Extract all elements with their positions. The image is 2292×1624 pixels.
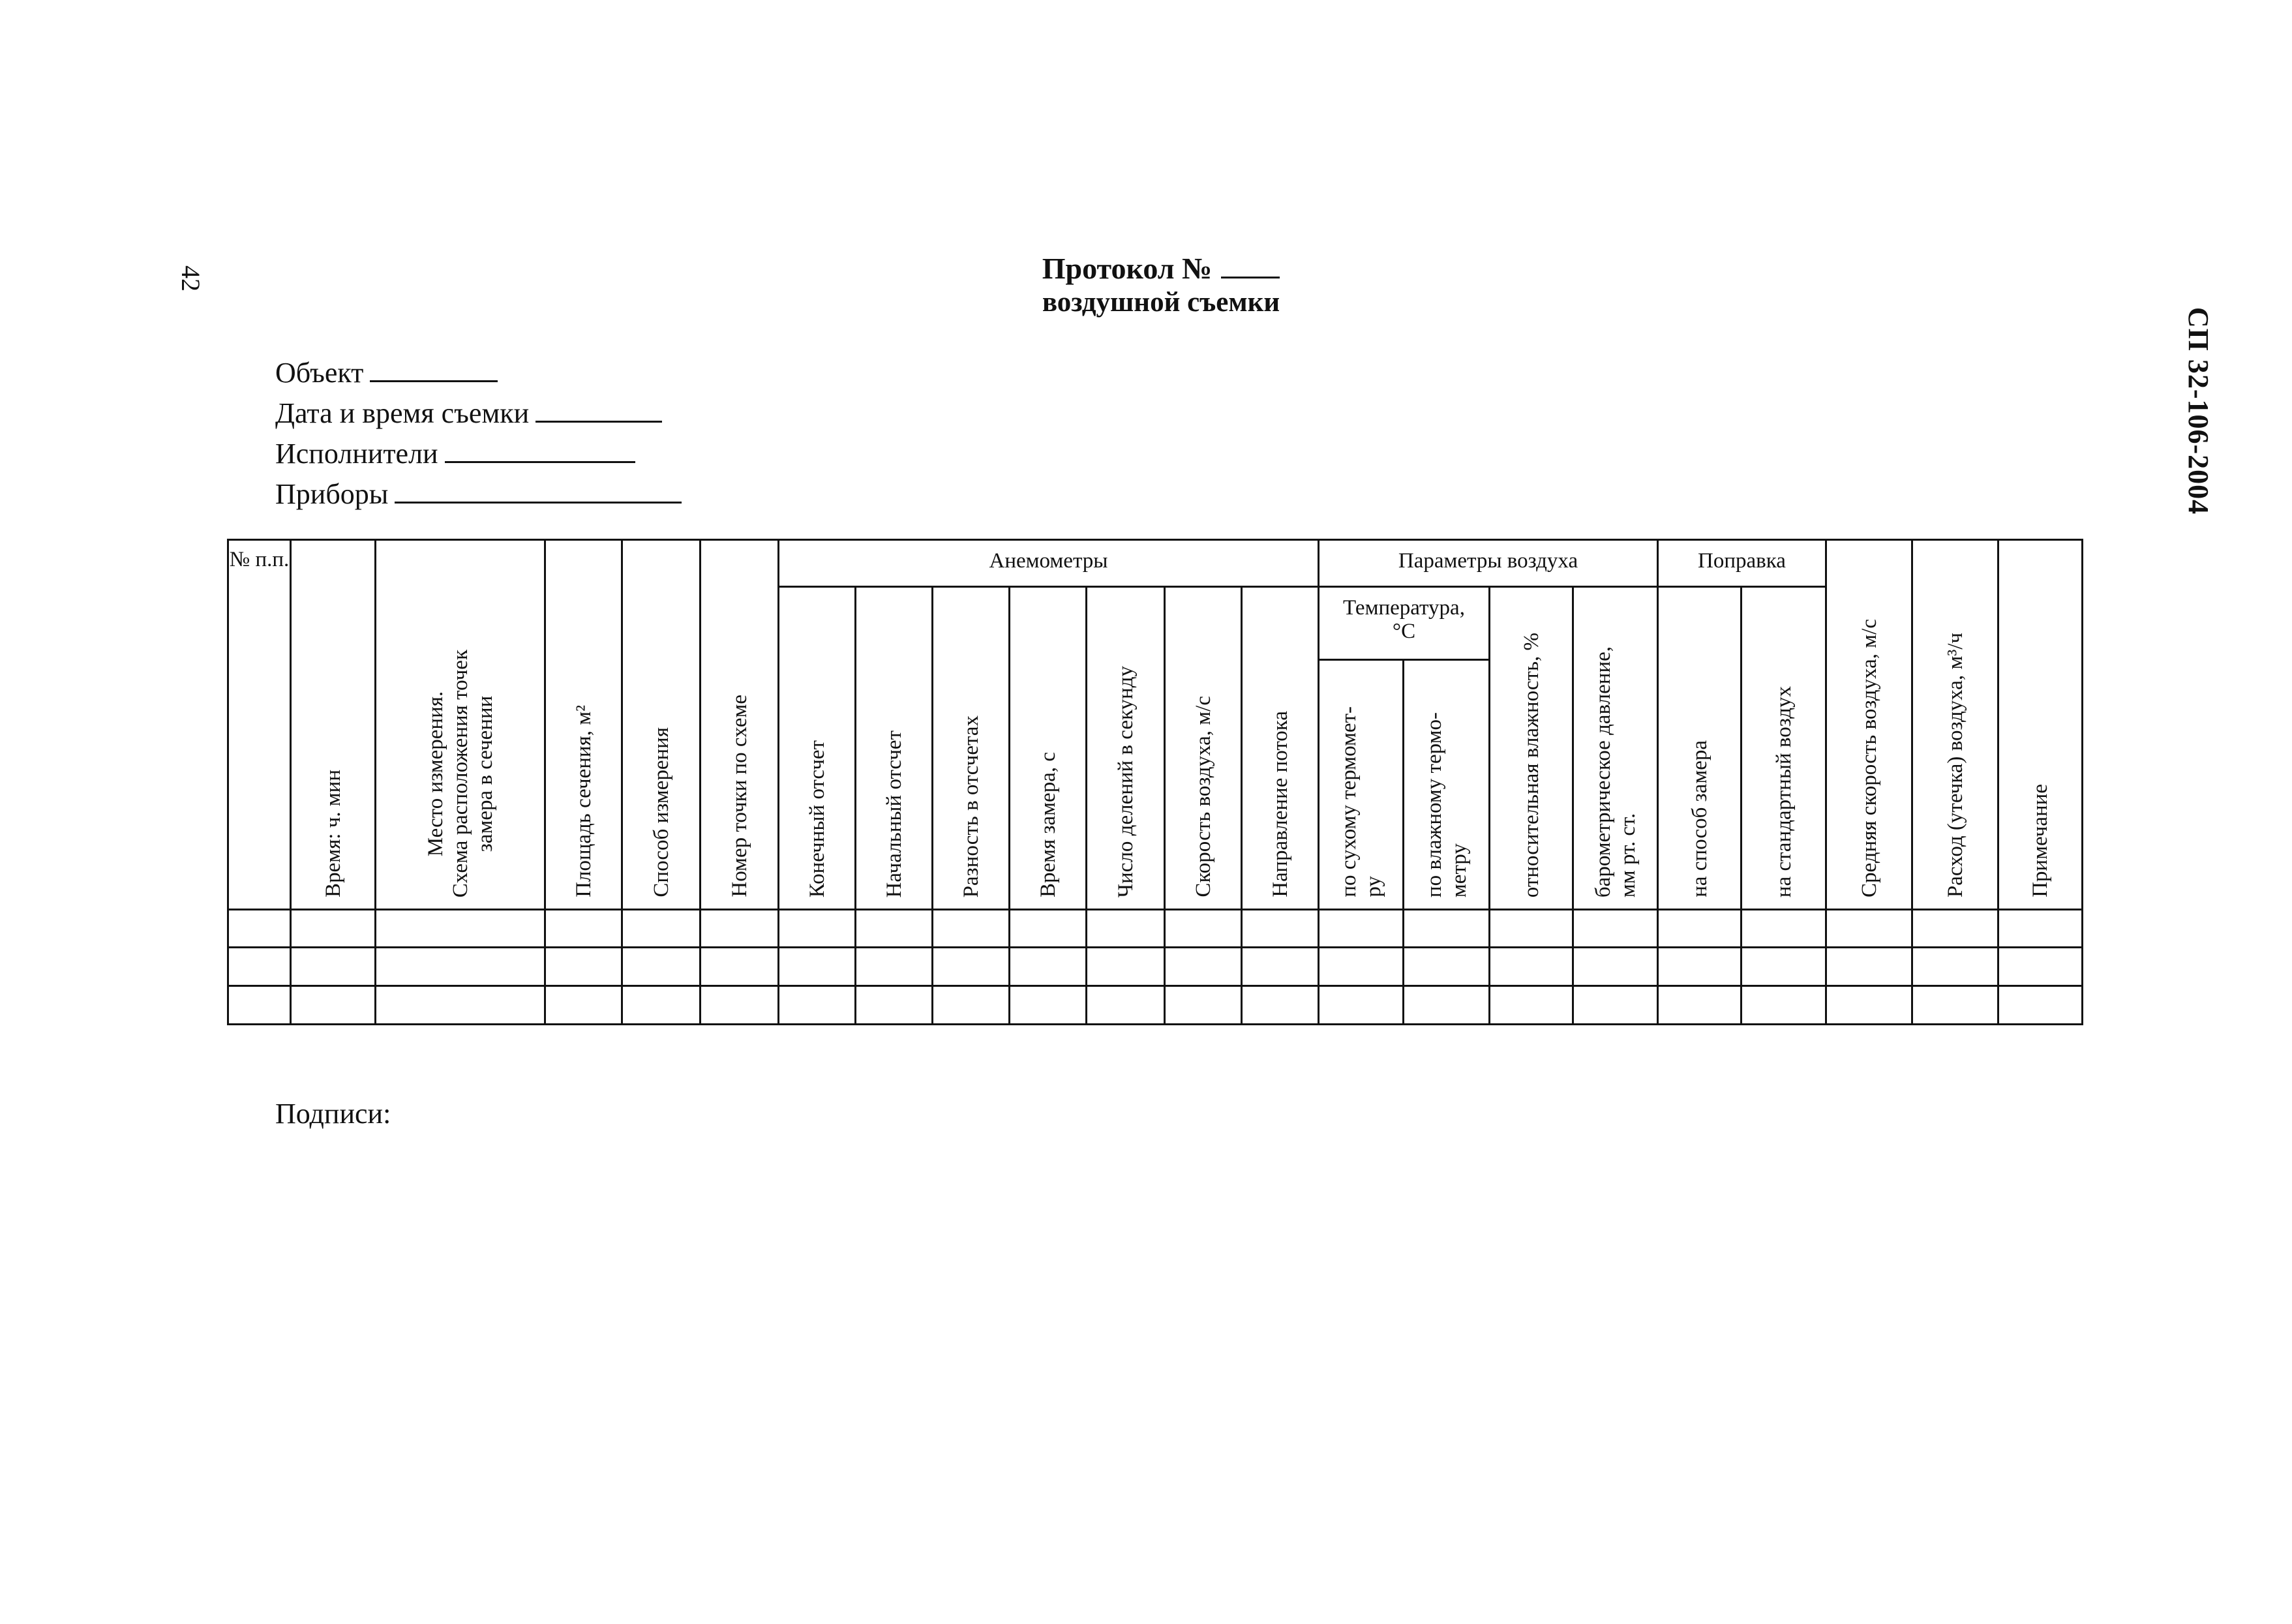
col-header-num: № п.п.	[229, 548, 290, 571]
signatures-label: Подписи:	[275, 1098, 391, 1130]
group-temperature	[1319, 596, 1488, 643]
group-anemometers: Анемометры	[989, 549, 1108, 573]
col-header-corr-std: на стандартный воздух	[1772, 685, 1796, 897]
col-header-speed: Скорость воздуха, м/с	[1191, 696, 1215, 897]
protocol-subtitle: воздушной съемки	[1042, 287, 1280, 318]
col-header-direction: Направление потока	[1268, 711, 1292, 897]
field-object-blank	[370, 358, 498, 382]
col-header-divisions: Число делений в секунду	[1113, 665, 1138, 897]
col-header-area: Площадь сечения, м²	[571, 705, 596, 897]
col-header-wet-thermometer: по влажному термо- метру	[1422, 712, 1471, 897]
protocol-title-text: Протокол №	[1042, 252, 1213, 285]
col-header-flow: Расход (утечка) воздуха, м³/ч	[1943, 632, 1967, 897]
field-object	[275, 355, 498, 391]
col-header-place: Место измерения. Схема расположения точек замера в сечении	[423, 649, 497, 897]
col-header-note: Примечание	[2028, 784, 2052, 897]
col-header-point: Номер точки по схеме	[727, 695, 751, 897]
col-header-final: Конечный отсчет	[805, 740, 829, 897]
col-header-method: Способ измерения	[649, 727, 673, 897]
table-row	[229, 910, 2081, 946]
col-header-dry-thermometer: по сухому термомет- ру	[1336, 706, 1385, 897]
group-air-params: Параметры воздуха	[1398, 549, 1578, 573]
protocol-number-blank	[1221, 274, 1280, 278]
group-temperature-unit: °C	[1392, 620, 1416, 643]
field-instruments-label: Приборы	[275, 478, 389, 510]
field-instruments	[275, 476, 682, 513]
field-date-time	[275, 395, 662, 432]
field-performers-label: Исполнители	[275, 438, 438, 470]
field-object-label: Объект	[275, 357, 364, 389]
table-row	[229, 948, 2081, 985]
field-performers-blank	[445, 439, 635, 463]
group-temperature-label: Температура,	[1343, 596, 1465, 620]
col-header-initial: Начальный отсчет	[882, 730, 906, 897]
col-header-time: Время: ч. мин	[321, 770, 345, 897]
page-number: 42	[176, 265, 205, 292]
group-correction: Поправка	[1698, 549, 1786, 573]
table-row	[229, 987, 2081, 1023]
field-instruments-blank	[395, 479, 682, 504]
field-date-time-label: Дата и время съемки	[275, 397, 530, 429]
protocol-title	[913, 250, 1409, 287]
field-date-time-blank	[535, 398, 662, 423]
col-header-diff: Разность в отсчетах	[959, 715, 983, 897]
col-header-avg-speed: Средняя скорость воздуха, м/с	[1857, 619, 1881, 897]
col-header-corr-method: на способ замера	[1687, 740, 1711, 897]
document-code: СП 32-106-2004	[2182, 307, 2214, 515]
col-header-pressure: барометрическое давление, мм рт. ст.	[1591, 646, 1640, 897]
col-header-duration: Время замера, с	[1036, 752, 1060, 897]
col-header-humidity: относительная влажность, %	[1519, 632, 1543, 897]
field-performers	[275, 436, 635, 472]
